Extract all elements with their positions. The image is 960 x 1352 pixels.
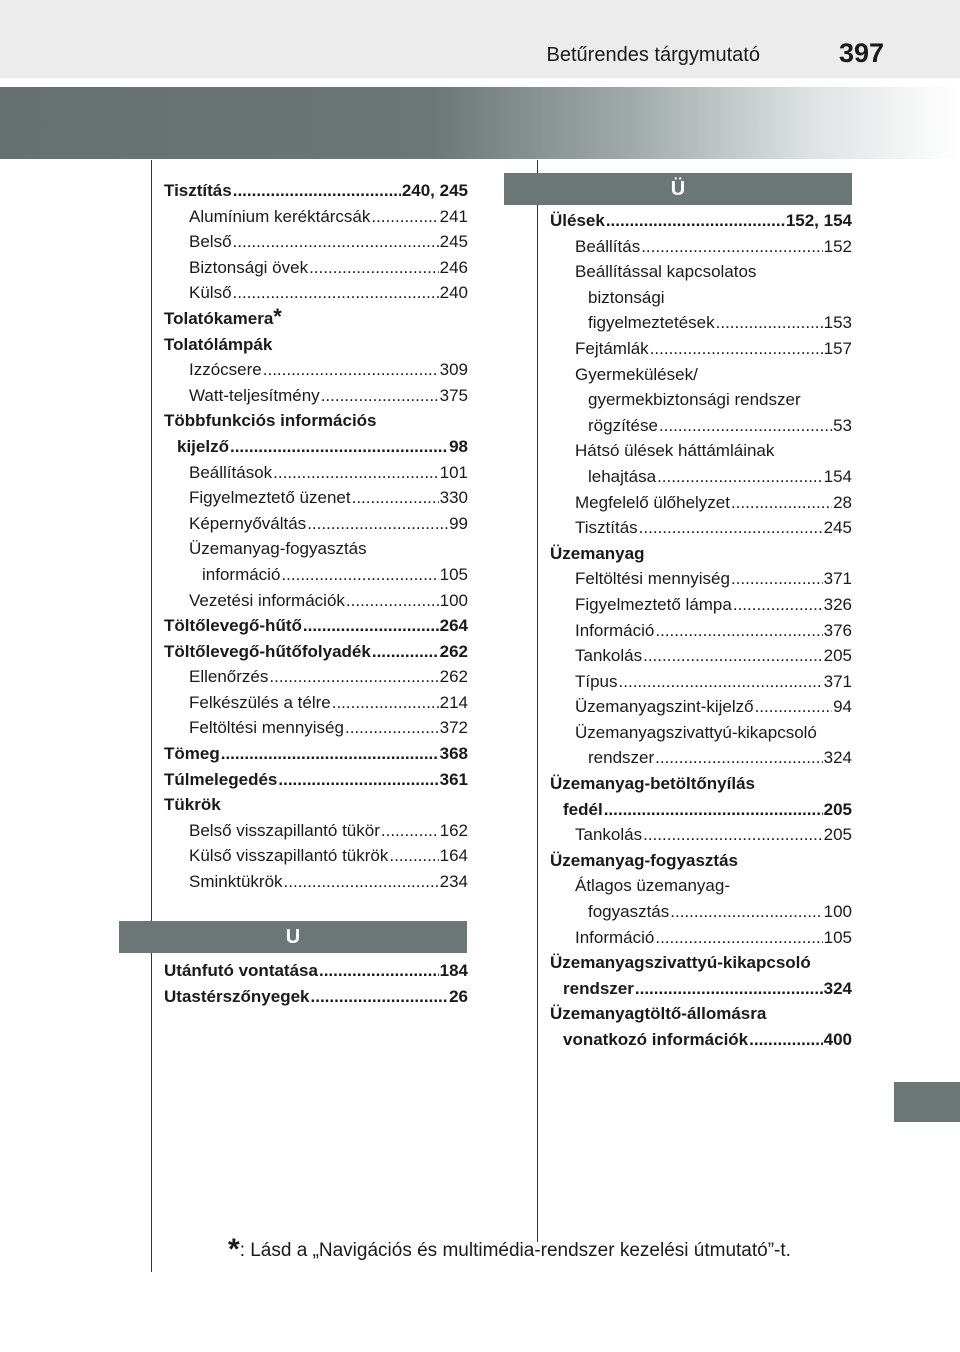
index-entry <box>550 592 852 618</box>
index-entry-term: fogyasztás <box>588 902 670 922</box>
leader-dots <box>749 1027 822 1053</box>
index-entry-term: Ülések <box>550 211 605 230</box>
index-entry-term: Tolatólámpák <box>164 334 273 354</box>
index-column-u <box>164 958 468 1009</box>
index-entry <box>550 464 852 490</box>
footnote <box>228 1233 791 1266</box>
index-entry <box>164 664 468 690</box>
index-entry <box>550 1027 852 1053</box>
index-entry <box>550 720 852 746</box>
index-entry <box>550 822 852 848</box>
index-entry <box>164 383 468 409</box>
index-entry <box>164 562 468 588</box>
index-entry-pages: 240, 245 <box>401 181 468 200</box>
index-entry <box>164 715 468 741</box>
index-entry <box>164 613 468 639</box>
index-entry-pages: 98 <box>449 436 468 456</box>
index-entry-pages: 400 <box>823 1030 852 1049</box>
leader-dots <box>604 797 823 823</box>
leader-dots <box>655 745 822 771</box>
index-entry-pages: 372 <box>439 718 468 738</box>
index-entry <box>550 259 852 285</box>
index-entry <box>550 950 852 976</box>
leader-dots <box>731 490 832 516</box>
index-entry-pages: 246 <box>439 257 468 277</box>
index-entry-term: Beállítással kapcsolatos <box>575 262 757 282</box>
index-entry-pages: 105 <box>823 927 852 947</box>
index-entry-pages: 101 <box>439 462 468 482</box>
leader-dots <box>278 767 438 793</box>
leader-dots <box>716 310 823 336</box>
index-entry-term: Beállítás <box>575 236 641 256</box>
index-entry <box>164 357 468 383</box>
index-entry-pages: 241 <box>439 206 468 226</box>
index-entry-pages: 262 <box>439 641 468 661</box>
index-entry-term: vonatkozó információk <box>563 1030 749 1049</box>
index-entry-term: gyermekbiztonsági rendszer <box>588 390 801 410</box>
leader-dots <box>352 485 439 511</box>
index-entry-term: biztonsági <box>588 287 665 307</box>
index-entry <box>164 255 468 281</box>
leader-dots <box>650 336 823 362</box>
index-entry-pages: 324 <box>823 978 852 998</box>
leader-dots <box>263 357 439 383</box>
leader-dots <box>670 899 822 925</box>
index-entry <box>164 229 468 255</box>
index-entry-term: Feltöltési mennyiség <box>575 569 730 589</box>
leader-dots <box>273 460 438 486</box>
index-entry <box>550 899 852 925</box>
index-entry-term: Tisztítás <box>164 181 232 200</box>
index-entry <box>550 669 852 695</box>
index-entry-term: rögzítése <box>588 415 658 435</box>
index-entry-term: Üzemanyag <box>550 543 645 563</box>
index-entry-term: Információ <box>575 927 655 947</box>
index-entry <box>550 438 852 464</box>
index-entry-pages: 205 <box>823 646 852 666</box>
chapter-tab <box>894 1082 960 1122</box>
header-banner <box>0 87 960 159</box>
leader-dots <box>755 694 833 720</box>
index-entry-term: Vezetési információk <box>189 590 345 610</box>
index-entry-pages: 326 <box>823 594 852 614</box>
index-entry <box>550 362 852 388</box>
index-entry <box>550 285 852 311</box>
index-entry-term: Figyelmeztető lámpa <box>575 594 732 614</box>
index-entry <box>164 588 468 614</box>
leader-dots <box>643 822 823 848</box>
index-entry <box>550 566 852 592</box>
index-entry-term: Belső <box>189 232 232 252</box>
index-entry: Tolatókamera * <box>164 306 468 332</box>
leader-dots <box>230 434 448 460</box>
index-entry <box>164 741 468 767</box>
index-entry-pages: 245 <box>439 232 468 252</box>
leader-dots <box>319 958 439 984</box>
index-entry <box>164 280 468 306</box>
header-title: Betűrendes tárgymutató <box>546 44 760 66</box>
index-entry <box>164 178 468 204</box>
index-entry-term: Tolatókamera <box>164 308 274 328</box>
index-entry <box>164 843 468 869</box>
index-entry <box>164 332 468 358</box>
footnote-star: * <box>228 1233 240 1266</box>
index-entry-term: Töltőlevegő-hűtőfolyadék <box>164 641 371 661</box>
index-entry-pages: 94 <box>833 697 852 717</box>
index-entry-term: Megfelelő ülőhelyzet <box>575 492 730 512</box>
index-entry <box>550 310 852 336</box>
leader-dots <box>655 618 822 644</box>
index-entry <box>550 336 852 362</box>
index-entry <box>550 745 852 771</box>
index-entry-pages: 376 <box>823 620 852 640</box>
index-entry-term: Alumínium keréktárcsák <box>189 206 371 226</box>
index-entry <box>550 925 852 951</box>
index-entry-pages: 205 <box>823 825 852 845</box>
index-entry-term: figyelmeztetések <box>588 313 715 333</box>
index-entry-term: Típus <box>575 671 618 691</box>
page-number: 397 <box>838 38 884 68</box>
index-entry-pages: 154 <box>823 466 852 486</box>
index-entry-pages: 371 <box>823 671 852 691</box>
index-entry <box>164 958 468 984</box>
section-header-u: U <box>119 921 467 953</box>
index-entry <box>164 536 468 562</box>
leader-dots <box>233 229 439 255</box>
index-entry <box>164 818 468 844</box>
index-entry-term: Tömeg <box>164 744 220 764</box>
index-entry-pages: 368 <box>439 744 468 764</box>
index-entry-term: Üzemanyagszint-kijelző <box>575 697 754 717</box>
index-entry <box>164 767 468 793</box>
index-entry-pages: 262 <box>439 667 468 687</box>
index-entry-term: Sminktükrök <box>189 872 283 892</box>
index-entry-term: Biztonsági övek <box>189 257 309 277</box>
leader-dots <box>233 178 401 204</box>
index-entry <box>550 541 852 567</box>
index-entry-pages: 205 <box>823 799 852 819</box>
index-entry <box>164 460 468 486</box>
leader-dots <box>311 984 449 1010</box>
leader-dots <box>233 280 439 306</box>
index-entry-term: Üzemanyag-fogyasztás <box>550 850 739 870</box>
index-entry-term: Fejtámlák <box>575 338 649 358</box>
leader-dots <box>381 818 439 844</box>
index-entry <box>550 413 852 439</box>
leader-dots <box>284 869 439 895</box>
index-entry-term: Utastérszőnyegek <box>164 986 310 1006</box>
index-entry-pages: 28 <box>833 492 852 512</box>
index-entry-term: Gyermekülések/ <box>575 364 698 384</box>
index-entry <box>550 1001 852 1027</box>
index-entry <box>164 511 468 537</box>
index-entry-pages: 157 <box>823 338 852 358</box>
index-entry <box>550 848 852 874</box>
header-bar <box>0 0 960 78</box>
index-entry-term: Utánfutó vontatása <box>164 961 318 980</box>
index-entry-term: Üzemanyagszivattyú-kikapcsoló <box>575 722 817 742</box>
index-entry-term: Átlagos üzemanyag- <box>575 876 730 896</box>
index-entry <box>164 204 468 230</box>
index-entry <box>550 618 852 644</box>
leader-dots <box>309 255 439 281</box>
index-entry <box>550 387 852 413</box>
leader-dots <box>655 925 822 951</box>
index-entry <box>550 797 852 823</box>
index-entry-pages: 162 <box>439 820 468 840</box>
index-entry-term: Külső <box>189 283 232 303</box>
index-entry-term: Tisztítás <box>575 518 638 538</box>
index-entry-term: Ellenőrzés <box>189 667 269 687</box>
index-entry-term: Üzemanyagszivattyú-kikapcsoló <box>550 953 811 973</box>
index-entry-term: Üzemanyag-betöltőnyílás <box>550 774 755 794</box>
index-entry <box>550 515 852 541</box>
index-entry-pages: 184 <box>439 961 468 980</box>
leader-dots <box>346 588 439 614</box>
index-entry-pages: 100 <box>439 590 468 610</box>
index-entry-term: Feltöltési mennyiség <box>189 718 344 738</box>
column-divider <box>537 160 538 1242</box>
index-entry-term: Üzemanyagtöltő-állomásra <box>550 1004 767 1024</box>
index-entry-pages: 164 <box>439 846 468 866</box>
index-entry-pages: 375 <box>439 385 468 405</box>
index-entry-term: fedél <box>563 799 603 819</box>
index-entry-pages: 371 <box>823 569 852 589</box>
index-entry-pages: 152 <box>823 236 852 256</box>
index-entry-term: Tankolás <box>575 825 643 845</box>
index-entry-term: Tükrök <box>164 795 221 815</box>
index-entry-term: Töltőlevegő-hűtő <box>164 616 302 636</box>
index-entry-pages: 152, 154 <box>785 211 852 230</box>
index-entry-term: Információ <box>575 620 655 640</box>
index-entry <box>550 976 852 1002</box>
leader-dots <box>303 613 439 639</box>
index-entry <box>164 434 468 460</box>
leader-dots <box>371 204 438 230</box>
leader-dots <box>332 690 439 716</box>
index-entry <box>164 485 468 511</box>
index-entry <box>550 490 852 516</box>
index-entry-pages: 53 <box>833 415 852 435</box>
index-entry-term: rendszer <box>588 748 655 768</box>
index-entry-term: Hátsó ülések háttámláinak <box>575 441 775 461</box>
leader-dots <box>635 976 823 1002</box>
leader-dots <box>643 643 823 669</box>
index-entry-term: információ <box>202 564 281 584</box>
section-header-uu: Ü <box>504 173 852 205</box>
index-entry-pages: 234 <box>439 872 468 892</box>
index-entry-pages: 26 <box>449 986 468 1006</box>
index-entry-pages: 361 <box>439 769 468 789</box>
index-entry <box>164 792 468 818</box>
left-margin-line <box>151 160 152 1272</box>
index-entry-term: Többfunkciós információs <box>164 411 377 431</box>
index-entry-term: Külső visszapillantó tükrök <box>189 846 389 866</box>
index-entry-pages: 100 <box>823 902 852 922</box>
index-entry <box>164 690 468 716</box>
index-entry-term: Belső visszapillantó tükör <box>189 820 380 840</box>
leader-dots <box>221 741 439 767</box>
index-entry-pages: 214 <box>439 692 468 712</box>
index-column-right <box>550 208 852 1053</box>
leader-dots <box>619 669 823 695</box>
index-entry-pages: 153 <box>823 313 852 333</box>
leader-dots <box>733 592 823 618</box>
index-entry-term: Beállítások <box>189 462 273 482</box>
leader-dots <box>321 383 439 409</box>
index-entry-term: lehajtása <box>588 466 657 486</box>
leader-dots <box>641 234 822 260</box>
index-entry-term: Üzemanyag-fogyasztás <box>189 539 367 559</box>
index-entry-term: Képernyőváltás <box>189 513 307 533</box>
index-entry-pages: 264 <box>439 616 468 636</box>
footnote-text: : Lásd a „Navigációs és multimédia-rendszer kezelési útmutató”-t. <box>239 1240 791 1261</box>
index-entry-term: Felkészülés a télre <box>189 692 331 712</box>
index-entry-pages: 99 <box>449 513 468 533</box>
index-entry-term: Túlmelegedés <box>164 769 278 789</box>
leader-dots <box>269 664 438 690</box>
index-entry-pages: 309 <box>439 360 468 380</box>
index-column-left <box>164 178 468 895</box>
index-entry <box>550 694 852 720</box>
index-entry-pages: 324 <box>823 748 852 768</box>
leader-dots <box>639 515 823 541</box>
index-entry <box>164 984 468 1010</box>
index-entry-term: Figyelmeztető üzenet <box>189 488 351 508</box>
leader-dots <box>606 208 785 234</box>
index-entry-pages: 330 <box>439 488 468 508</box>
leader-dots <box>389 843 438 869</box>
leader-dots <box>657 464 823 490</box>
index-entry-pages: 240 <box>439 283 468 303</box>
index-entry <box>550 873 852 899</box>
leader-dots <box>659 413 832 439</box>
index-entry-term: kijelző <box>177 436 229 456</box>
index-entry-pages: 245 <box>823 518 852 538</box>
index-entry <box>164 639 468 665</box>
index-entry <box>164 408 468 434</box>
leader-dots <box>307 511 448 537</box>
index-entry <box>550 208 852 234</box>
index-entry-pages: 105 <box>439 564 468 584</box>
index-entry-term: Tankolás <box>575 646 643 666</box>
leader-dots <box>372 639 439 665</box>
index-entry-term: Izzócsere <box>189 360 262 380</box>
leader-dots <box>345 715 439 741</box>
index-entry <box>164 869 468 895</box>
leader-dots <box>281 562 438 588</box>
index-entry <box>550 234 852 260</box>
index-entry-term: rendszer <box>563 978 634 998</box>
index-entry <box>550 771 852 797</box>
index-entry <box>550 643 852 669</box>
leader-dots <box>731 566 823 592</box>
index-entry-term: Watt-teljesítmény <box>189 385 320 405</box>
